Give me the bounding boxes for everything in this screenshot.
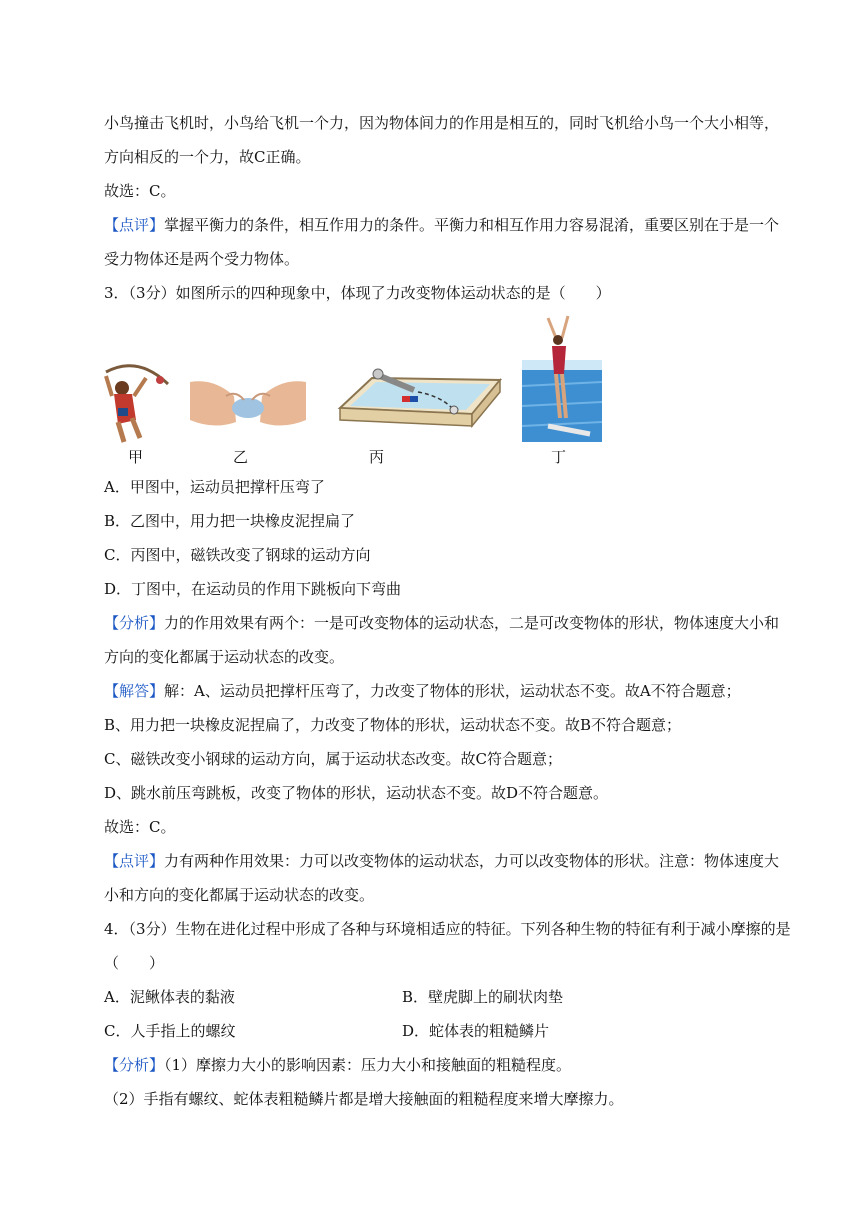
option-a: A．泥鳅体表的黏液 [104,988,235,1006]
comment-tag: 【点评】 [104,216,165,234]
text-line: B、用力把一块橡皮泥捏扁了，力改变了物体的形状，运动状态不变。故B不符合题意； [104,716,682,734]
option-c: C．丙图中，磁铁改变了钢球的运动方向 [104,546,371,564]
text-line: 小和方向的变化都属于运动状态的改变。 [104,886,375,904]
answer-line: 故选：C。 [104,182,176,200]
figure-caption-jia: 甲 [128,448,144,466]
analysis-tag: 【分析】 [104,614,165,632]
solution-tag: 【解答】 [104,682,165,700]
answer-line: 故选：C。 [104,818,176,836]
text-line: 受力物体还是两个受力物体。 [104,250,300,268]
question-stem: 3．（3分）如图所示的四种现象中，体现了力改变物体运动状态的是（ ） [104,284,611,302]
magnet-ball-tray-image [340,369,500,426]
option-a: A．甲图中，运动员把撑杆压弯了 [104,478,325,496]
figure-caption-yi: 乙 [233,448,249,466]
text-line: 方向的变化都属于运动状态的改变。 [104,648,345,666]
text-line: 方向相反的一个力，故C正确。 [104,148,311,166]
text-line: D、跳水前压弯跳板，改变了物体的形状，运动状态不变。故D不符合题意。 [104,784,609,802]
analysis-text: 力的作用效果有两个：一是可改变物体的运动状态，二是可改变物体的形状，物体速度大小和 [164,614,780,632]
solution-text: 解：A、运动员把撑杆压弯了，力改变了物体的形状，运动状态不变。故A不符合题意； [164,682,741,700]
comment-line [104,215,779,235]
comment-line [104,851,779,871]
text-line: C、磁铁改变小钢球的运动方向，属于运动状态改变。故C符合题意； [104,750,562,768]
comment-text: 力有两种作用效果：力可以改变物体的运动状态，力可以改变物体的形状。注意：物体速度大 [164,852,780,870]
analysis-text: （1）摩擦力大小的影响因素：压力大小和接触面的粗糙程度。 [164,1056,572,1074]
hands-plasticine-image [190,381,306,425]
figure-caption-bing: 丙 [369,448,385,466]
analysis-line [104,1055,571,1075]
question-stem: 4．（3分）生物在进化过程中形成了各种与环境相适应的特征。下列各种生物的特征有利于减小摩擦的是 [104,920,791,938]
option-b: B．乙图中，用力把一块橡皮泥捏扁了 [104,512,356,530]
comment-tag: 【点评】 [104,852,165,870]
figure-caption-ding: 丁 [551,448,567,466]
option-b: B．壁虎脚上的刷状肉垫 [402,988,564,1006]
solution-line [104,681,741,701]
option-c: C．人手指上的螺纹 [104,1022,236,1040]
text-line: （2）手指有螺纹、蛇体表粗糙鳞片都是增大接触面的粗糙程度来增大摩擦力。 [104,1090,624,1108]
text-line: 小鸟撞击飞机时，小鸟给飞机一个力，因为物体间力的作用是相互的，同时飞机给小鸟一个大小相等， [104,114,780,132]
option-d: D．丁图中，在运动员的作用下跳板向下弯曲 [104,580,402,598]
question-stem-bracket: （ ） [104,954,165,972]
comment-text: 掌握平衡力的条件，相互作用力的条件。平衡力和相互作用力容易混淆，重要区别在于是一个 [164,216,780,234]
diver-springboard-image [522,316,602,442]
figure-four-phenomena [0,310,868,470]
analysis-line [104,613,779,633]
option-d: D．蛇体表的粗糙鳞片 [402,1022,550,1040]
pole-vault-image [106,366,168,442]
analysis-tag: 【分析】 [104,1056,165,1074]
